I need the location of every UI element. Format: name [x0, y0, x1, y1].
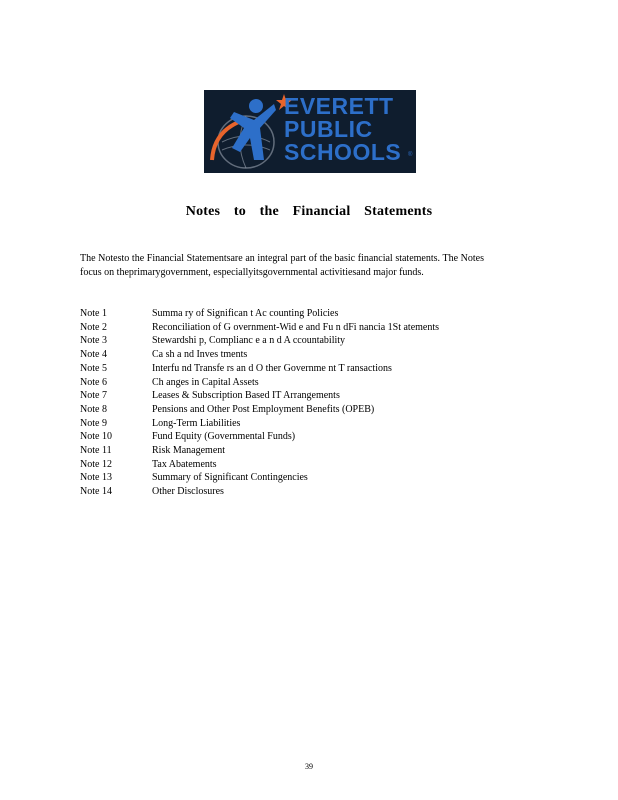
- list-item: [80, 348, 520, 362]
- note-number: Note 13: [80, 472, 112, 484]
- list-item: [80, 307, 520, 321]
- note-title: Stewardshi p, Complianc e a n d A ccountability: [152, 335, 346, 347]
- list-item: [80, 334, 520, 348]
- note-title: Summary of Significant Contingencies: [152, 472, 308, 484]
- note-title: Interfu nd Transfe rs an d O ther Governme nt T ransactions: [152, 362, 392, 374]
- list-item: [80, 362, 520, 376]
- list-item: [80, 417, 520, 431]
- note-number: Note 4: [80, 349, 107, 361]
- trademark-mark: ®: [408, 152, 413, 158]
- note-number: Note 5: [80, 362, 107, 374]
- notes-list: [80, 307, 520, 499]
- note-number: Note 8: [80, 403, 107, 415]
- page-number: 39: [305, 762, 313, 771]
- note-number: Note 3: [80, 335, 107, 347]
- note-title: Fund Equity (Governmental Funds): [152, 431, 296, 443]
- logo-line-1: EVERETT: [284, 93, 394, 119]
- logo-line-2: PUBLIC: [284, 116, 373, 142]
- note-number: Note 9: [80, 417, 107, 429]
- note-title: Summa ry of Significan t Ac counting Policies: [152, 308, 339, 319]
- note-number: Note 10: [80, 431, 112, 443]
- note-title: Other Disclosures: [152, 486, 224, 498]
- note-number: Note 12: [80, 458, 112, 470]
- note-title: Risk Management: [152, 445, 226, 457]
- note-number: Note 11: [80, 445, 112, 457]
- page-title: Notes to the Financial Statements: [185, 204, 433, 219]
- logo-line-3: SCHOOLS: [284, 139, 402, 165]
- note-title: Pensions and Other Post Employment Benefits (OPEB): [152, 403, 375, 415]
- note-title: Ch anges in Capital Assets: [152, 376, 259, 388]
- logo-wordmark: [284, 95, 416, 164]
- note-number: Note 2: [80, 321, 107, 333]
- list-item: [80, 458, 520, 472]
- district-logo: [204, 90, 416, 173]
- note-title: Tax Abatements: [152, 458, 217, 470]
- note-number: Note 14: [80, 486, 112, 498]
- note-title: Leases & Subscription Based IT Arrangements: [152, 390, 340, 402]
- note-title: Long-Term Liabilities: [152, 417, 241, 429]
- note-number: Note 1: [80, 308, 107, 319]
- list-item: [80, 485, 520, 499]
- list-item: [80, 444, 520, 458]
- note-title: Ca sh a nd Inves tments: [152, 349, 248, 361]
- note-number: Note 7: [80, 390, 107, 402]
- list-item: [80, 376, 520, 390]
- intro-paragraph: The Notesto the Financial Statementsare an integral part of the basic financial statements. The Notes focus on theprimarygovernment, especiallyitsgovernmental activitiesand major funds.: [80, 253, 484, 278]
- note-title: Reconciliation of G overnment-Wid e and Fu n dFi nancia 1St atements: [152, 321, 440, 333]
- list-item: [80, 430, 520, 444]
- list-item: [80, 471, 520, 485]
- list-item: [80, 389, 520, 403]
- list-item: [80, 321, 520, 335]
- list-item: [80, 403, 520, 417]
- note-number: Note 6: [80, 376, 107, 388]
